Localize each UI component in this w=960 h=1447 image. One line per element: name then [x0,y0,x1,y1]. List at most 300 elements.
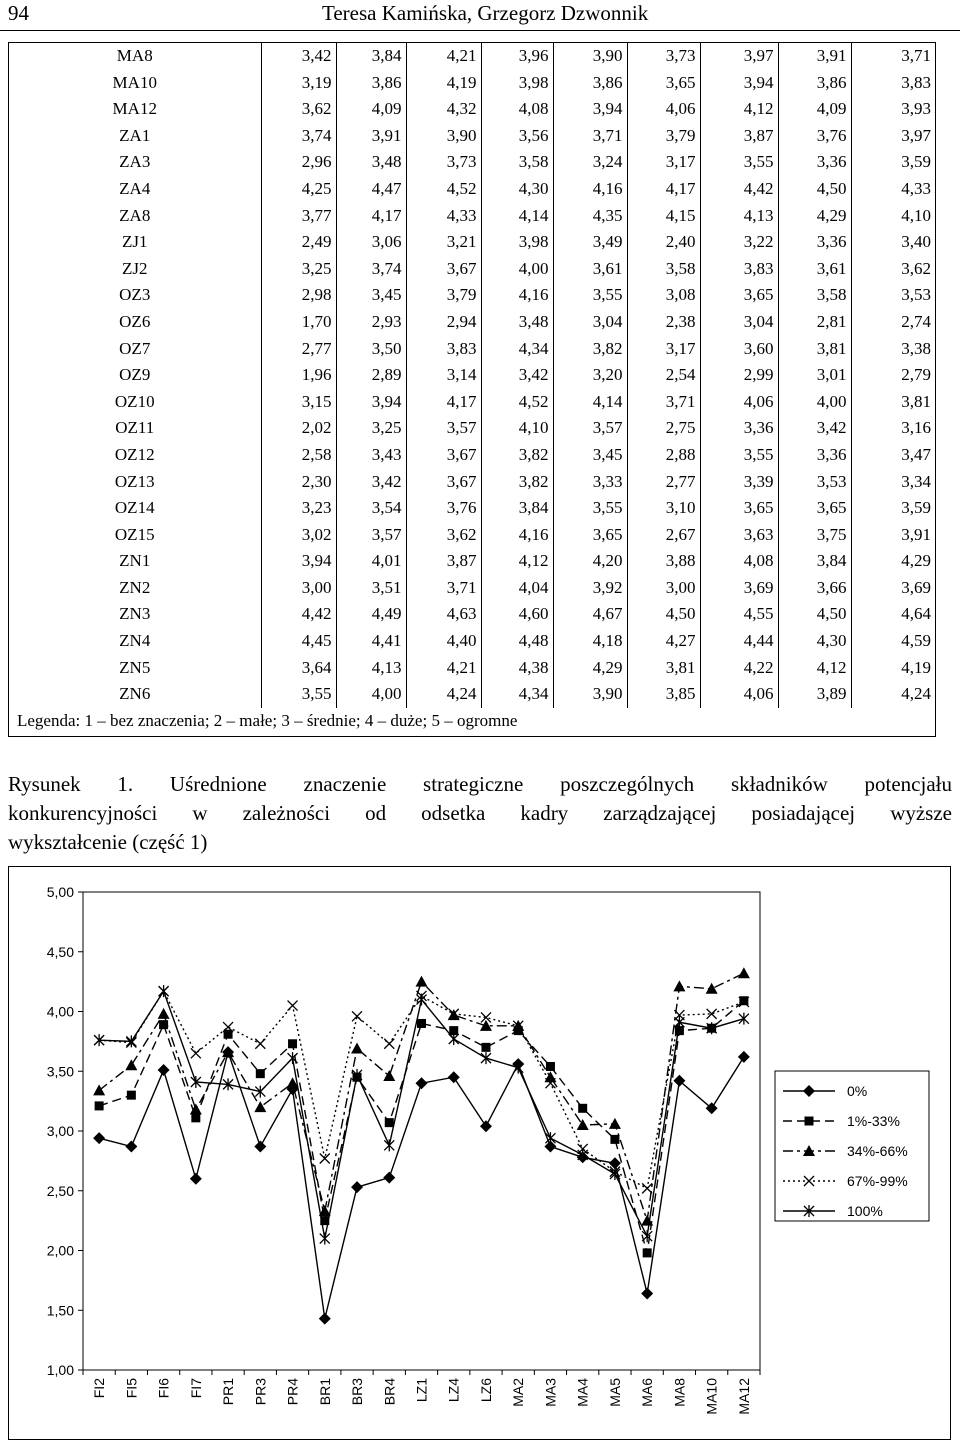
table-cell: 3,02 [261,522,336,549]
table-cell: 2,77 [627,469,700,496]
table-cell: 4,09 [778,96,851,123]
marker-diamond [190,1173,202,1185]
legend-label: 100% [847,1203,883,1219]
table-cell: 2,89 [336,362,406,389]
table-cell: 3,58 [627,256,700,283]
table-cell: 4,21 [406,43,481,70]
x-tick-label: LZ6 [477,1378,494,1403]
table-cell: 3,36 [778,229,851,256]
marker-x [255,1039,265,1049]
marker-square [481,1043,490,1052]
y-tick-label: 2,50 [46,1182,74,1199]
table-cell: 2,81 [778,309,851,336]
legend-label: 67%-99% [847,1173,908,1189]
y-tick-label: 5,00 [46,884,74,900]
marker-square [288,1039,297,1048]
table-cell: 3,54 [336,495,406,522]
table-cell: 4,20 [553,548,627,575]
marker-diamond [641,1288,653,1300]
table-cell: 4,59 [851,628,935,655]
marker-diamond [416,1077,428,1089]
table-cell: 3,73 [627,43,700,70]
x-tick-label: PR1 [220,1378,237,1406]
table-cell: 3,81 [778,336,851,363]
table-cell: 4,14 [553,389,627,416]
table-cell: 3,90 [553,681,627,708]
row-label: ZN3 [119,604,151,624]
table-cell: 3,23 [261,495,336,522]
marker-x [642,1183,652,1193]
table-cell: 2,94 [406,309,481,336]
line-chart [1,1,960,1447]
table-legend: Legenda: 1 – bez znaczenia; 2 – małe; 3 – średnie; 4 – duże; 5 – ogromne [17,711,518,730]
table-cell: 3,86 [778,70,851,97]
marker-square [417,1019,426,1028]
table-cell: 2,40 [627,229,700,256]
row-label: ZA4 [119,178,151,198]
row-label: ZN2 [119,577,151,597]
table-cell: 3,04 [700,309,778,336]
table-cell: 3,97 [700,43,778,70]
table-cell: 3,66 [778,575,851,602]
marker-square [127,1091,136,1100]
table-cell: 3,85 [627,681,700,708]
table-cell: 3,82 [553,336,627,363]
table-cell: 3,48 [336,149,406,176]
legend-label: 34%-66% [847,1143,908,1159]
table-cell: 3,53 [851,282,935,309]
table-cell: 1,96 [261,362,336,389]
x-tick-label: MA12 [735,1378,752,1415]
table-cell: 4,45 [261,628,336,655]
table-cell: 4,40 [406,628,481,655]
table-cell: 3,79 [627,123,700,150]
table-cell: 4,44 [700,628,778,655]
table-cell: 4,49 [336,601,406,628]
table-cell: 3,62 [406,522,481,549]
table-cell: 4,22 [700,655,778,682]
table-cell: 2,02 [261,415,336,442]
marker-star [255,1086,265,1098]
marker-star [159,985,169,997]
table-cell: 3,60 [700,336,778,363]
marker-star [449,1033,459,1045]
table-cell: 4,12 [481,548,553,575]
marker-diamond [383,1172,395,1184]
table-cell: 3,79 [406,282,481,309]
table-cell: 3,08 [627,282,700,309]
table-cell: 3,42 [336,469,406,496]
table-cell: 3,93 [851,96,935,123]
table-cell: 3,19 [261,70,336,97]
table-cell: 4,42 [261,601,336,628]
table-cell: 4,00 [336,681,406,708]
table-cell: 3,45 [553,442,627,469]
row-label: OZ3 [119,285,151,305]
table-cell: 3,61 [553,256,627,283]
table-cell: 4,19 [851,655,935,682]
table-cell: 4,32 [406,96,481,123]
x-tick-label: MA2 [510,1378,527,1407]
x-tick-label: BR4 [381,1378,398,1406]
row-label: OZ13 [114,471,155,491]
table-cell: 3,00 [261,575,336,602]
running-title: Teresa Kamińska, Grzegorz Dzwonnik [322,1,649,25]
table-cell: 4,50 [778,601,851,628]
table-cell: 3,74 [261,123,336,150]
table-cell: 4,09 [336,96,406,123]
caption-line-1: Rysunek 1. Uśrednione znaczenie strategiczne poszczególnych składników potencjału [8,772,952,796]
table-cell: 4,63 [406,601,481,628]
table-cell: 3,83 [700,256,778,283]
table-cell: 3,42 [778,415,851,442]
table-cell: 4,52 [481,389,553,416]
table-cell: 3,89 [778,681,851,708]
table-cell: 2,30 [261,469,336,496]
table-cell: 3,98 [481,70,553,97]
table-cell: 3,65 [627,70,700,97]
table-cell: 4,60 [481,601,553,628]
row-label: OZ9 [119,365,151,385]
x-tick-label: MA6 [639,1378,656,1407]
marker-triangle [158,1008,170,1019]
marker-triangle [738,967,750,978]
table-cell: 3,42 [481,362,553,389]
table-cell: 3,50 [336,336,406,363]
table-cell: 3,22 [700,229,778,256]
table-cell: 3,67 [406,442,481,469]
x-tick-label: FI2 [91,1378,108,1399]
table-cell: 3,25 [336,415,406,442]
table-cell: 4,15 [627,203,700,230]
marker-square [805,1117,814,1126]
table-cell: 4,29 [778,203,851,230]
marker-square [739,996,748,1005]
table-cell: 4,17 [627,176,700,203]
table-cell: 2,38 [627,309,700,336]
table-cell: 3,86 [553,70,627,97]
legend-label: 1%-33% [847,1113,900,1129]
table-cell: 4,50 [778,176,851,203]
row-label: ZN5 [119,657,151,677]
table-cell: 2,99 [700,362,778,389]
table-cell: 3,67 [406,469,481,496]
table-cell: 3,91 [778,43,851,70]
row-label: ZJ2 [122,258,148,278]
x-tick-label: LZ1 [413,1378,430,1403]
y-tick-label: 1,50 [46,1302,74,1319]
y-tick-label: 2,00 [46,1242,74,1259]
table-cell: 3,82 [481,442,553,469]
table-cell: 4,24 [406,681,481,708]
marker-triangle [93,1084,105,1095]
table-cell: 3,69 [700,575,778,602]
table-cell: 3,58 [481,149,553,176]
table-cell: 3,76 [778,123,851,150]
table-cell: 4,24 [851,681,935,708]
table-cell: 4,00 [778,389,851,416]
table-cell: 4,27 [627,628,700,655]
table-cell: 1,70 [261,309,336,336]
table-cell: 4,42 [700,176,778,203]
table-cell: 3,01 [778,362,851,389]
table-cell: 3,48 [481,309,553,336]
table-cell: 3,16 [851,415,935,442]
marker-diamond [448,1071,460,1083]
table-cell: 4,34 [481,336,553,363]
table-cell: 3,62 [261,96,336,123]
table-cell: 4,55 [700,601,778,628]
table-cell: 3,84 [778,548,851,575]
x-tick-label: MA4 [574,1378,591,1407]
table-cell: 4,06 [627,96,700,123]
y-tick-label: 1,00 [46,1362,74,1378]
table-cell: 3,98 [481,229,553,256]
table-cell: 3,53 [778,469,851,496]
marker-triangle [383,1070,395,1081]
table-cell: 3,94 [336,389,406,416]
marker-diamond [158,1064,170,1076]
x-tick-label: MA8 [671,1378,688,1407]
table-cell: 3,59 [851,495,935,522]
row-label: MA8 [116,46,153,65]
table-cell: 3,55 [261,681,336,708]
table-cell: 2,49 [261,229,336,256]
table-cell: 3,17 [627,336,700,363]
table-cell: 3,10 [627,495,700,522]
table-cell: 4,12 [700,96,778,123]
table-cell: 3,00 [627,575,700,602]
table-cell: 3,90 [406,123,481,150]
marker-diamond [254,1141,266,1153]
table-cell: 4,18 [553,628,627,655]
table-cell: 4,48 [481,628,553,655]
marker-star [513,1062,523,1074]
table-cell: 3,65 [700,282,778,309]
table-cell: 3,65 [553,522,627,549]
table-cell: 3,87 [700,123,778,150]
table-cell: 3,61 [778,256,851,283]
table-cell: 3,24 [553,149,627,176]
marker-square [95,1101,104,1110]
table-cell: 3,71 [553,123,627,150]
table-cell: 4,10 [481,415,553,442]
table-cell: 3,83 [406,336,481,363]
table-cell: 3,92 [553,575,627,602]
legend-label: 0% [847,1083,868,1099]
table-cell: 2,96 [261,149,336,176]
table-cell: 4,16 [481,282,553,309]
table-cell: 3,91 [336,123,406,150]
chart-frame [8,866,951,1440]
marker-star [320,1233,330,1245]
table-cell: 3,73 [406,149,481,176]
x-tick-label: FI5 [123,1378,140,1399]
table-cell: 3,38 [851,336,935,363]
table-cell: 4,64 [851,601,935,628]
table-cell: 4,29 [553,655,627,682]
table-cell: 3,97 [851,123,935,150]
marker-x [352,1011,362,1021]
marker-square [643,1248,652,1257]
table-cell: 3,84 [481,495,553,522]
table-cell: 3,33 [553,469,627,496]
table-cell: 3,57 [336,522,406,549]
table-cell: 4,52 [406,176,481,203]
table-cell: 3,36 [778,149,851,176]
table-cell: 3,94 [700,70,778,97]
x-tick-label: FI7 [187,1378,204,1399]
marker-x [320,1153,330,1163]
table-cell: 4,34 [481,681,553,708]
marker-square [256,1069,265,1078]
chart-legend [775,1071,929,1221]
marker-triangle [416,976,428,987]
table-cell: 3,58 [778,282,851,309]
table-cell: 4,17 [406,389,481,416]
x-tick-label: LZ4 [445,1378,462,1403]
x-tick-label: FI6 [155,1378,172,1399]
marker-diamond [351,1181,363,1193]
page-number: 94 [8,1,29,25]
y-tick-label: 3,00 [46,1123,74,1139]
x-tick-label: BR1 [316,1378,333,1406]
y-tick-label: 4,50 [46,943,74,960]
table-cell: 3,87 [406,548,481,575]
table-cell: 2,88 [627,442,700,469]
table-cell: 2,79 [851,362,935,389]
row-label: OZ11 [115,418,155,438]
marker-diamond [738,1051,750,1063]
table-cell: 3,49 [553,229,627,256]
row-label: ZN6 [119,684,151,704]
table-cell: 3,34 [851,469,935,496]
marker-diamond [125,1141,137,1153]
marker-x [384,1039,394,1049]
row-label: OZ15 [114,524,155,544]
table-cell: 2,77 [261,336,336,363]
marker-triangle [351,1043,363,1054]
x-tick-label: MA3 [542,1378,559,1407]
table-cell: 2,58 [261,442,336,469]
marker-square [578,1104,587,1113]
table-cell: 3,42 [261,43,336,70]
table-cell: 3,40 [851,229,935,256]
marker-star [739,1013,749,1025]
marker-triangle [706,983,718,994]
table-cell: 3,74 [336,256,406,283]
table-cell: 4,30 [481,176,553,203]
row-label: ZA1 [119,125,151,145]
table-cell: 3,55 [700,442,778,469]
table-cell: 4,13 [336,655,406,682]
row-label: OZ6 [119,311,151,331]
table-cell: 4,41 [336,628,406,655]
table-cell: 3,82 [481,469,553,496]
table-cell: 4,17 [336,203,406,230]
table-cell: 3,25 [261,256,336,283]
table-cell: 3,43 [336,442,406,469]
row-label: ZN1 [119,551,151,571]
table-cell: 4,13 [700,203,778,230]
marker-triangle [609,1118,621,1129]
marker-star [610,1168,620,1180]
table-cell: 3,17 [627,149,700,176]
series-line [99,1052,744,1318]
row-label: OZ12 [114,444,155,464]
table-cell: 3,15 [261,389,336,416]
table-cell: 4,01 [336,548,406,575]
table-cell: 3,14 [406,362,481,389]
row-label: OZ10 [114,391,155,411]
marker-star [642,1230,652,1242]
table-cell: 3,39 [700,469,778,496]
table-cell: 4,67 [553,601,627,628]
table-cell: 3,94 [553,96,627,123]
table-cell: 2,93 [336,309,406,336]
caption-line-2: konkurencyjności w zależności od odsetka kadry zarządzającej posiadającej wyższe [8,801,952,825]
marker-triangle [641,1215,653,1226]
row-label: ZJ1 [122,232,148,252]
table-cell: 4,30 [778,628,851,655]
table-cell: 3,81 [851,389,935,416]
table-cell: 3,57 [553,415,627,442]
table-cell: 3,55 [553,495,627,522]
marker-x [288,1001,298,1011]
table-cell: 3,55 [553,282,627,309]
table-cell: 3,90 [553,43,627,70]
table-cell: 3,36 [778,442,851,469]
table-cell: 3,62 [851,256,935,283]
table-cell: 3,81 [627,655,700,682]
table-cell: 3,64 [261,655,336,682]
table-cell: 3,77 [261,203,336,230]
table-cell: 3,71 [406,575,481,602]
x-tick-label: MA5 [606,1378,623,1407]
table-cell: 4,00 [481,256,553,283]
table-cell: 2,74 [851,309,935,336]
table-cell: 2,67 [627,522,700,549]
table-cell: 3,91 [851,522,935,549]
table-cell: 3,88 [627,548,700,575]
marker-square [191,1113,200,1122]
table-cell: 3,04 [553,309,627,336]
table-cell: 4,29 [851,548,935,575]
table-cell: 4,10 [851,203,935,230]
table-cell: 2,54 [627,362,700,389]
table-cell: 3,45 [336,282,406,309]
table-cell: 3,67 [406,256,481,283]
table-cell: 3,55 [700,149,778,176]
row-label: OZ7 [119,338,151,358]
table-cell: 3,86 [336,70,406,97]
row-label: ZN4 [119,631,151,651]
row-label: MA10 [112,72,157,92]
table-cell: 4,08 [700,548,778,575]
table-cell: 3,96 [481,43,553,70]
y-tick-label: 4,00 [46,1003,74,1020]
table-cell: 4,47 [336,176,406,203]
marker-square [610,1135,619,1144]
table-cell: 3,59 [851,149,935,176]
table-cell: 4,04 [481,575,553,602]
table-cell: 3,65 [778,495,851,522]
row-label: ZA3 [119,152,151,172]
marker-triangle [673,980,685,991]
series-3 [93,967,750,1225]
table-cell: 3,51 [336,575,406,602]
table-cell: 3,47 [851,442,935,469]
